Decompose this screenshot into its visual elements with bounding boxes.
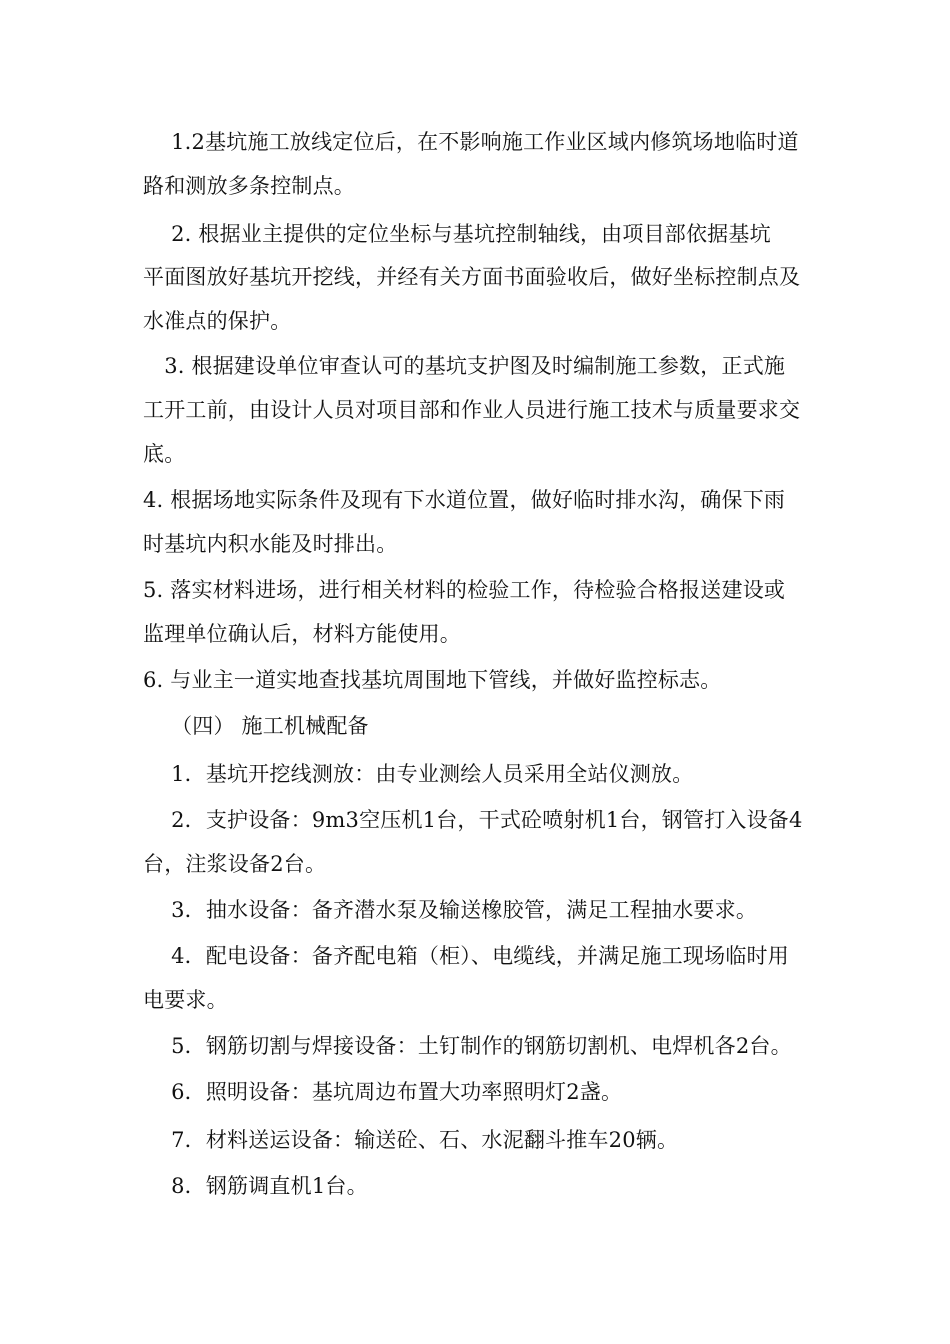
text-line-20: 电要求。: [143, 988, 228, 1012]
text-line-19: 4．配电设备：备齐配电箱（柜）、电缆线，并满足施工现场临时用: [143, 944, 789, 968]
text-line-1: 1.2基坑施工放线定位后，在不影响施工作业区域内修筑场地临时道: [143, 130, 799, 154]
text-line-16: 2．支护设备：9m3空压机1台，干式砼喷射机1台，钢管打入设备4: [143, 808, 803, 832]
text-line-3: 2. 根据业主提供的定位坐标与基坑控制轴线，由项目部依据基坑: [143, 222, 771, 246]
section-heading: （四） 施工机械配备: [143, 714, 369, 738]
text-line-7: 工开工前，由设计人员对项目部和作业人员进行施工技术与质量要求交: [143, 398, 801, 422]
text-line-6: 3. 根据建设单位审查认可的基坑支护图及时编制施工参数，正式施: [143, 354, 786, 378]
text-line-15: 1．基坑开挖线测放：由专业测绘人员采用全站仪测放。: [143, 762, 694, 786]
text-line-12: 监理单位确认后，材料方能使用。: [143, 622, 461, 646]
text-line-8: 底。: [143, 442, 186, 466]
text-line-21: 5．钢筋切割与焊接设备：土钉制作的钢筋切割机、电焊机各2台。: [143, 1034, 792, 1058]
text-line-2: 路和测放多条控制点。: [143, 174, 355, 198]
text-line-17: 台，注浆设备2台。: [143, 852, 327, 876]
text-line-4: 平面图放好基坑开挖线，并经有关方面书面验收后，做好坐标控制点及: [143, 265, 801, 289]
text-line-9: 4. 根据场地实际条件及现有下水道位置，做好临时排水沟，确保下雨: [143, 488, 786, 512]
text-line-11: 5. 落实材料进场，进行相关材料的检验工作，待检验合格报送建设或: [143, 578, 786, 602]
text-line-13: 6. 与业主一道实地查找基坑周围地下管线，并做好监控标志。: [143, 668, 722, 692]
text-line-18: 3．抽水设备：备齐潜水泵及输送橡胶管，满足工程抽水要求。: [143, 898, 758, 922]
text-line-5: 水准点的保护。: [143, 309, 292, 333]
text-line-24: 8．钢筋调直机1台。: [143, 1174, 368, 1198]
text-line-22: 6．照明设备：基坑周边布置大功率照明灯2盏。: [143, 1080, 623, 1104]
text-line-23: 7．材料送运设备：输送砼、石、水泥翻斗推车20辆。: [143, 1128, 679, 1152]
text-line-10: 时基坑内积水能及时排出。: [143, 532, 398, 556]
